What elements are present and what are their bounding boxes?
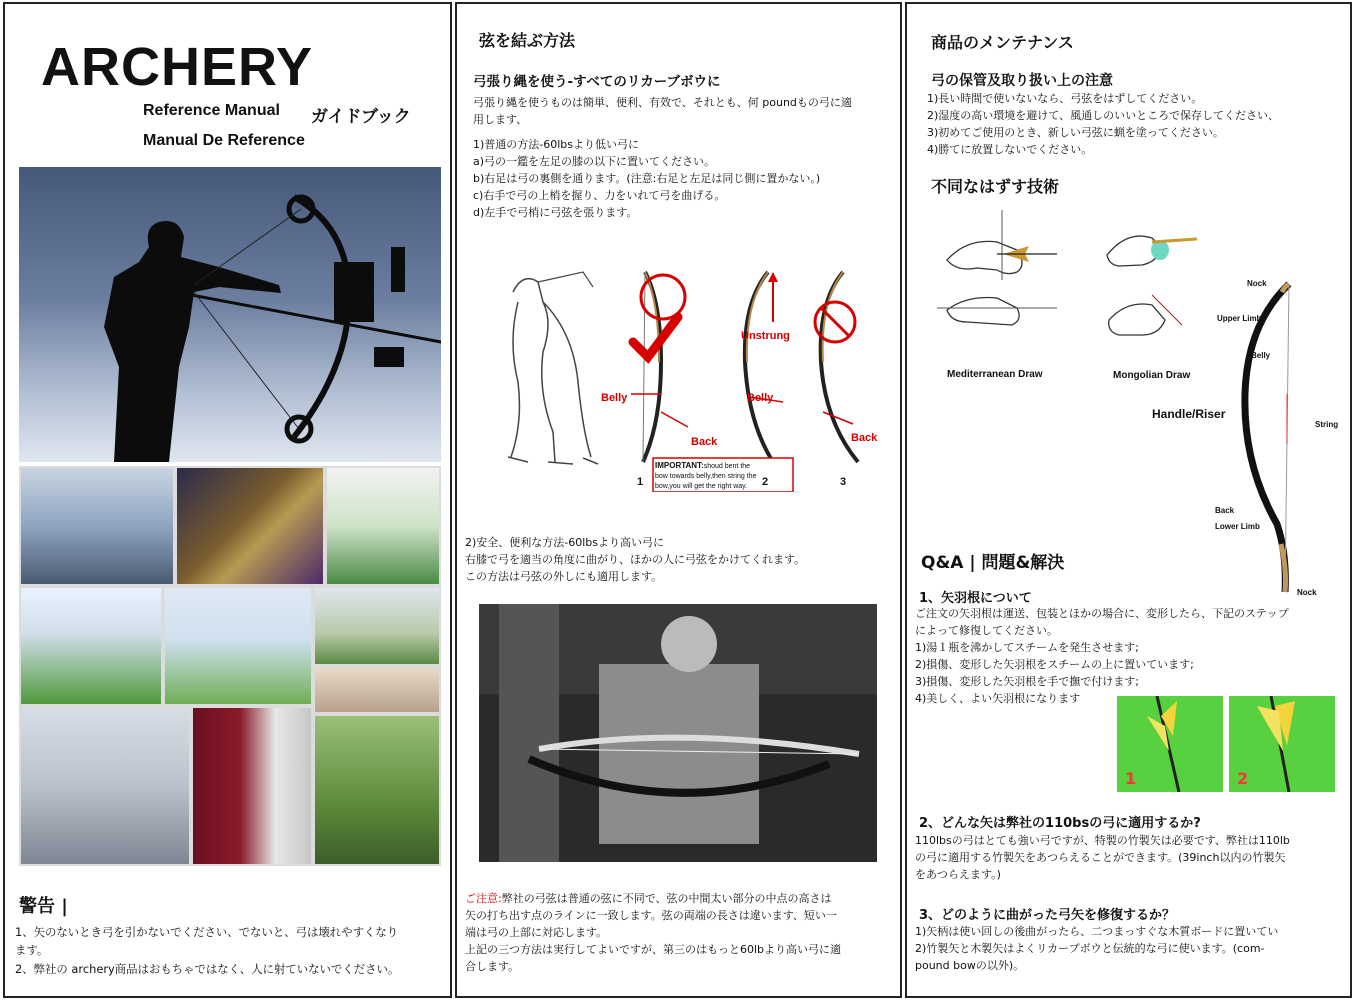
fletching-photo-1 xyxy=(1117,696,1223,792)
reference-manual-label: Reference Manual xyxy=(143,102,280,119)
q1-line-4: 2)損傷、変形した矢羽根をスチームの上に置いています; xyxy=(915,658,1194,671)
q3-line-3: pound bowの以外)。 xyxy=(915,959,1025,972)
method1-line-1: 1)普通の方法-60lbsより低い弓に xyxy=(473,138,640,151)
storage-line-3: 3)初めてご使用のとき、新しい弓弦に蝋を塗ってください。 xyxy=(927,126,1224,139)
photo-archer-trees xyxy=(315,716,439,864)
draw-technique-title: 不同なはずす技術 xyxy=(931,177,1060,196)
bw-stringing-photo xyxy=(479,604,877,862)
q1-line-5: 3)損傷、変形した矢羽根を手で撫で付けます; xyxy=(915,675,1139,688)
note-line-4: 上記の三つ方法は実行してよいですが、第三のはもっと60lbより高い弓に適 xyxy=(465,943,842,956)
handle-riser-label: Handle/Riser xyxy=(1152,407,1226,421)
photo-archer-green xyxy=(327,468,439,584)
mediterranean-draw-label: Mediterranean Draw xyxy=(947,369,1043,380)
method2-line-1: 2)安全、便利な方法-60lbsより高い弓に xyxy=(465,536,665,549)
string-label: String xyxy=(1315,420,1339,429)
method2-line-3: この方法は弓弦の外しにも適用します。 xyxy=(465,570,663,583)
stringing-panel xyxy=(455,2,902,998)
belly-label-2: Belly xyxy=(747,392,774,404)
q3-line-1: 1)矢柄は使い回しの後曲がったら、二つまっすぐな木質ボードに置いてい xyxy=(915,925,1279,938)
warning-line-3: 2、弊社の archery商品はおもちゃではなく、人に射ていないでください。 xyxy=(15,962,400,976)
cover-title: ARCHERY xyxy=(41,37,314,97)
method2-line-2: 右膝で弓を適当の角度に曲がり、ほかの人に弓弦をかけてくれます。 xyxy=(465,553,806,566)
method1-line-3: b)右足は弓の裏側を通ります。(注意:右足と左足は同じ側に置かない。) xyxy=(473,172,821,185)
stringing-subtitle: 弓張り縄を使う-すべてのリカーブボウに xyxy=(473,74,721,90)
bow-anatomy-diagram xyxy=(1207,274,1327,604)
photo-archers-group xyxy=(315,588,439,664)
fletching-photo-2-number: 2 xyxy=(1237,769,1249,788)
nock-bottom-label: Nock xyxy=(1297,588,1317,597)
storage-line-4: 4)勝てに放置しないでください。 xyxy=(927,143,1093,156)
stringing-title: 弦を結ぶ方法 xyxy=(479,31,576,50)
q1-line-6: 4)美しく、よい矢羽根になります xyxy=(915,692,1081,705)
note-line-2: 矢の打ち出す点のラインに一致します。弦の両端の長さは違います、短い一 xyxy=(465,909,837,922)
diagram-number-2: 2 xyxy=(762,476,769,488)
intro-line-2: 用します、 xyxy=(473,113,528,126)
warning-title: 警告 | xyxy=(19,896,68,917)
storage-line-1: 1)長い時間で使いないなら、弓弦をはずしてください。 xyxy=(927,92,1203,105)
fletching-photo-2 xyxy=(1229,696,1335,792)
q1-line-1: ご注文の矢羽根は運送、包装とほかの場合に、変形したら、下記のステップ xyxy=(915,607,1289,620)
upper-limb-label: Upper Limb xyxy=(1217,314,1262,323)
diagram-number-1: 1 xyxy=(637,476,644,488)
method1-line-5: d)左手で弓梢に弓弦を張ります。 xyxy=(473,206,638,219)
q3-title: 3、どのように曲がった弓矢を修復するか？ xyxy=(919,908,1176,923)
fletching-photo-1-number: 1 xyxy=(1125,769,1137,788)
photo-arrows-box xyxy=(177,468,323,584)
diagram-number-3: 3 xyxy=(840,476,847,488)
photo-indoor-range-1 xyxy=(21,468,173,584)
photo-collage xyxy=(19,466,441,866)
important-note: IMPORTANT:shoud bent the bow towards belly,then string the bow,you will get the right way. xyxy=(655,461,757,490)
note-label: ご注意: xyxy=(465,892,502,905)
q1-title: 1、矢羽根について xyxy=(919,591,1032,606)
q1-line-3: 1)湯１瓶を沸かしてスチームを発生させます; xyxy=(915,641,1139,654)
archer-silhouette-photo xyxy=(19,167,441,462)
storage-title: 弓の保管及取り扱い上の注意 xyxy=(931,73,1113,89)
guidebook-label: ガイドブック xyxy=(311,107,411,127)
note-line-3: 端は弓の上部に対応します。 xyxy=(465,926,608,939)
lower-limb-label: Lower Limb xyxy=(1215,522,1260,531)
unstrung-label: Unstrung xyxy=(741,330,790,342)
method1-line-2: a)弓の一鑑を左足の膝の以下に置いてください。 xyxy=(473,155,716,168)
q2-line-1: 110lbsの弓はとても強い弓ですが、特製の竹製矢は必要です、弊社は110lb xyxy=(915,834,1290,847)
warning-line-1: 1、矢のないとき弓を引かないでください、でないと、弓は壊れやすくなり xyxy=(15,925,399,939)
back-label-2: Back xyxy=(851,432,878,444)
draw-illustrations xyxy=(937,210,1197,350)
cover xyxy=(19,12,441,462)
photo-red-curtain xyxy=(193,708,311,864)
maintenance-title: 商品のメンテナンス xyxy=(931,33,1074,52)
manual-de-reference-label: Manual De Reference xyxy=(143,132,305,149)
photo-outdoor-line xyxy=(21,588,161,704)
qa-title: Q&A | 問題&解決 xyxy=(921,553,1065,573)
storage-line-2: 2)湿度の高い環境を避けて、風通しのいいところで保存してください、 xyxy=(927,109,1279,122)
back-label: Back xyxy=(1215,506,1235,515)
nock-top-label: Nock xyxy=(1247,279,1267,288)
cover-panel xyxy=(3,2,452,998)
q2-line-2: の弓に適用する竹製矢をあつらえることができます。(39inch以内の竹製矢 xyxy=(915,851,1286,864)
photo-hall xyxy=(315,668,439,712)
method1-line-4: c)右手で弓の上梢を握り、力をいれて弓を曲げる。 xyxy=(473,189,726,202)
photo-archers-field xyxy=(165,588,311,704)
q2-title: 2、どんな矢は弊社の110bsの弓に適用するか? xyxy=(919,816,1201,831)
mongolian-draw-label: Mongolian Draw xyxy=(1113,370,1191,381)
q1-line-2: によって修復してください。 xyxy=(915,624,1058,637)
note-line-5: 合します。 xyxy=(465,960,520,973)
belly-label: Belly xyxy=(1251,351,1271,360)
maintenance-panel xyxy=(905,2,1352,998)
back-label-1: Back xyxy=(691,436,718,448)
intro-line-1: 弓張り縄を使うものは簡単、便利、有效で、それとも、何 poundもの弓に適 xyxy=(473,96,852,109)
stringing-diagram xyxy=(483,262,887,492)
warning-line-2: ます。 xyxy=(15,943,49,957)
q3-line-2: 2)竹製矢と木製矢はよくリカーブボウと伝統的な弓に使います。(com- xyxy=(915,942,1265,955)
q2-line-3: をあつらえます。) xyxy=(915,868,1001,881)
photo-indoor-range-2 xyxy=(21,708,189,864)
belly-label-1: Belly xyxy=(601,392,628,404)
note-line-1: ご注意:弊社の弓弦は普通の弦に不同で、弦の中間太い部分の中点の高さは xyxy=(465,892,832,905)
